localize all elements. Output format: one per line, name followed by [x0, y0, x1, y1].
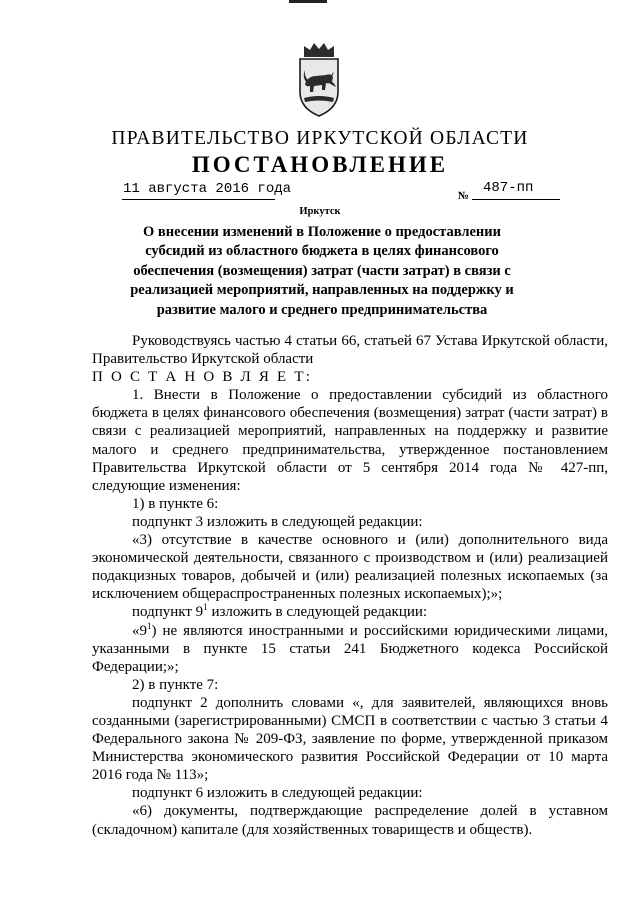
text-part: подпункт 9: [132, 604, 204, 621]
irkutsk-coat-of-arms-icon: [296, 40, 342, 118]
city: Иркутск: [299, 206, 341, 217]
paragraph: [92, 603, 608, 621]
superscript: 1: [147, 620, 152, 631]
paragraph: «3) отсутствие в качестве основного и (или) дополнительного вида экономической деятельности, связанного с производством и (или) реализацией подакцизных товаров, добычей и (или) реализацией полезных ископаемых (за исключением общераспространенных полезных ископаемых);»;: [92, 532, 608, 603]
superscript: 1: [203, 602, 208, 613]
paragraph: Руководствуясь частью 4 статьи 66, статьей 67 Устава Иркутской области, Правительство Иркутской области: [92, 333, 608, 368]
paragraph: 2) в пункте 7:: [132, 676, 219, 693]
number-sign: №: [458, 190, 470, 202]
resolution-word: П О С Т А Н О В Л Я Е Т:: [92, 369, 313, 386]
document-body: [92, 332, 608, 839]
paragraph: подпункт 2 дополнить словами «, для заявителей, являющихся вновь созданными (зарегистрированными) СМСП в соответствии с частью 3 статьи 4 Федерального закона № 209-ФЗ, заявление по форме, утвержденной приказом Министерства экономического развития Российской Федерации от 10 марта 2016 года № 113»;: [92, 694, 608, 784]
paragraph: подпункт 6 изложить в следующей редакции:: [132, 785, 423, 802]
text-part: ) не являются иностранными и российскими юридическими лицами, указанными в пункте 15 статьи 241 Бюджетного кодекса Российской Федерации;»;: [92, 622, 608, 675]
document-subject: О внесении изменений в Положение о предоставлении субсидий из областного бюджета в целях финансового обеспечения (возмещения) затрат (части затрат) в связи с реализацией мероприятий, направленных на поддержку и развитие малого и среднего предпринимательства: [130, 224, 514, 318]
paragraph: «6) документы, подтверждающие распределение долей в уставном (складочном) капитале (для хозяйственных товариществ и обществ).: [92, 803, 608, 838]
document-type: ПОСТАНОВЛЕНИЕ: [191, 152, 449, 177]
top-scan-mark: [289, 0, 327, 3]
document-number: 487-пп: [483, 180, 534, 196]
paragraph: 1) в пункте 6:: [132, 495, 219, 512]
document-date: 11 августа 2016 года: [123, 181, 292, 197]
paragraph: подпункт 3 изложить в следующей редакции:: [132, 513, 423, 530]
text-part: «9: [132, 622, 147, 639]
paragraph: 1. Внести в Положение о предоставлении субсидий из областного бюджета в целях финансового обеспечения (возмещения) затрат (части затрат) в связи с реализацией мероприятий, направленных на поддержку и развитие малого и среднего предпринимательства, утвержденное постановлением Правительства Иркутской области от 5 сентября 2014 года № 427-пп, следующие изменения:: [92, 387, 608, 494]
date-underline: [122, 199, 275, 200]
text-part: изложить в следующей редакции:: [207, 604, 428, 621]
organization-title: ПРАВИТЕЛЬСТВО ИРКУТСКОЙ ОБЛАСТИ: [111, 128, 529, 149]
number-underline: [472, 199, 560, 200]
paragraph: [92, 622, 608, 676]
